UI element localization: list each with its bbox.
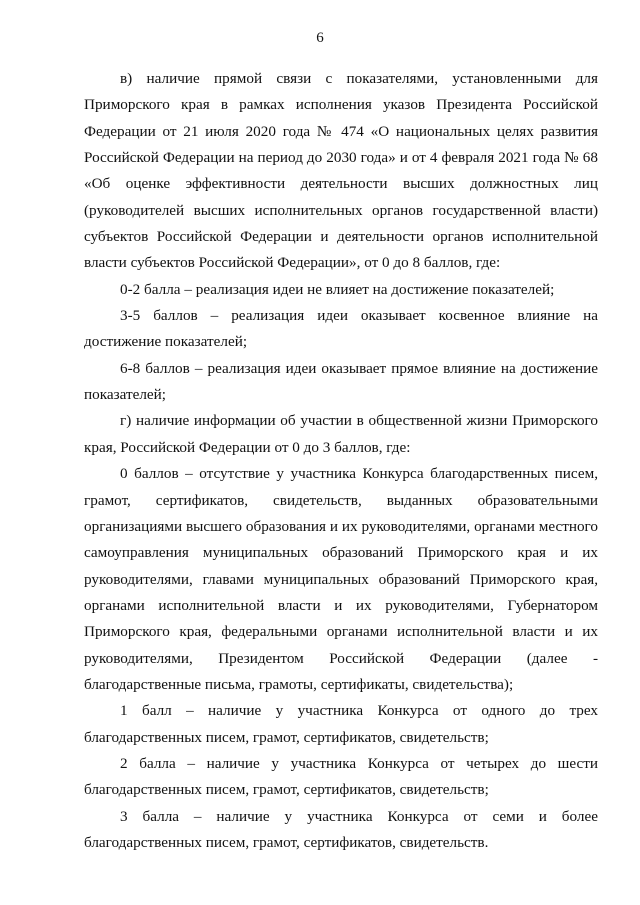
paragraph-score-6-8: 6-8 баллов – реализация идеи оказывает прямое влияние на достижение показателей; [84,359,598,404]
paragraph-score-3-5: 3-5 баллов – реализация идеи оказывает косвенное влияние на достижение показателей; [84,307,598,351]
page-number: 6 [316,30,324,46]
paragraph-score-2: 2 балла – наличие у участника Конкурса от четырех до шести благодарственных писем, грамот, сертификатов, свидетельств; [84,754,598,799]
paragraph-score-0-2: 0-2 балла – реализация идеи не влияет на достижение показателей; [120,280,555,298]
paragraph-score-1: 1 балл – наличие у участника Конкурса от одного до трех благодарственных писем, грамот, сертификатов, свидетельств; [84,702,598,746]
document-body [84,66,598,856]
paragraph-score-0: 0 баллов – отсутствие у участника Конкурса благодарственных писем, грамот, сертификатов, свидетельств, выданных образовательными организациями высшего образования и их руководителями, органами местного самоуправления муниципальных образований Приморского края и их руководителями, главами муниципальных образований Приморского края, органами исполнительной власти и их руководителями, Губернатором Приморского края, федеральными органами исполнительной власти и их руководителями, Президентом Российской Федерации (далее - благодарственные письма, грамоты, сертификаты, свидетельства); [84,465,598,693]
paragraph-criterion-v: в) наличие прямой связи с показателями, установленными для Приморского края в рамках исполнения указов Президента Российской Федерации от 21 июля 2020 года № 474 «О национальных целях развития Российской Федерации на период до 2030 года» и от 4 февраля 2021 года № 68 «Об оценке эффективности деятельности высших должностных лиц (руководителей высших исполнительных органов государственной власти) субъектов Российской Федерации и деятельности органов исполнительной власти субъектов Российской Федерации», от 0 до 8 баллов, где: [84,70,598,272]
paragraph-criterion-g: г) наличие информации об участии в общественной жизни Приморского края, Российской Федерации от 0 до 3 баллов, где: [84,412,598,456]
paragraph-score-3: 3 балла – наличие у участника Конкурса от семи и более благодарственных писем, грамот, сертификатов, свидетельств. [84,807,598,851]
